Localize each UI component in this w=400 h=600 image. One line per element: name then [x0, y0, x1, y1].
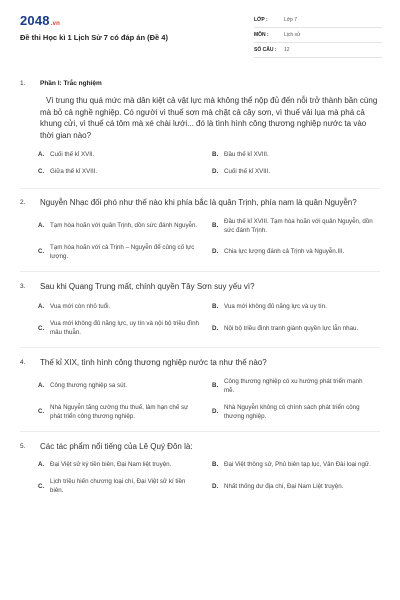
option-letter: D. [212, 248, 219, 255]
option-d[interactable] [212, 163, 383, 180]
option-b[interactable] [212, 298, 383, 315]
option-text: Vua mới không đủ năng lực và uy tín. [224, 303, 327, 310]
question-text: Các tác phẩm nổi tiếng của Lê Quý Đôn là: [40, 441, 193, 451]
option-letter: B. [212, 151, 219, 158]
option-c[interactable] [38, 473, 212, 499]
option-letter: D. [212, 482, 219, 490]
option-letter: D. [212, 408, 219, 415]
option-letter: A. [38, 303, 45, 310]
question-text: Thế kỉ XIX, tình hình công thương nghiệp nước ta như thế nào? [40, 358, 267, 367]
option-text: Đầu thế kỉ XVIII. [224, 151, 269, 158]
divider [20, 188, 380, 189]
option-letter: C. [38, 168, 45, 175]
option-d[interactable] [212, 315, 383, 341]
option-c[interactable] [38, 315, 212, 341]
question-4 [0, 357, 400, 425]
meta-value: Lịch sử [284, 32, 301, 38]
answer-options [38, 213, 383, 265]
option-letter: D. [212, 324, 219, 332]
option-text: Đại Việt sử ký tiền biên, Đại Nam liệt truyện. [50, 461, 172, 468]
answer-options [38, 146, 383, 180]
answer-options [38, 298, 383, 341]
option-a[interactable] [38, 373, 212, 399]
option-text: Lịch triều hiến chương loại chí, Đại Việt sử kí tiền biên. [50, 478, 186, 494]
question-1 [0, 78, 400, 180]
question-text: Nguyễn Nhạc đối phó như thế nào khi phía bắc là quân Trịnh, phía nam là quân Nguyễn? [40, 198, 357, 207]
meta-label: LỚP : [254, 17, 268, 23]
question-list [0, 78, 400, 499]
option-c[interactable] [38, 163, 212, 180]
option-text: Chia lực lượng đánh cả Trịnh và Nguyễn.III. [224, 248, 345, 255]
option-text: Nhất thống dư địa chí, Đại Nam Liệt truyện. [224, 482, 344, 490]
option-letter: A. [38, 461, 45, 468]
option-a[interactable] [38, 213, 212, 239]
option-b[interactable] [212, 373, 383, 399]
divider [20, 347, 380, 348]
option-d[interactable] [212, 473, 383, 499]
question-passage: Vì trung thu quá mức mà dân kiệt cả vật lực mà không thể nộp đủ đến nỗi trở thành bần cùng mà bỏ cả nghề nghiệp. Có người vì thuế sơn mà chặt cả cây sơn, vì thuế vải lụa mà phá cả khung cửi, vì thuế cá tôm mà xé chài lưới... đó là tình hình công thương nghiệp nước ta vào thời gian nào? [40, 96, 378, 140]
question-number: 4. [20, 359, 26, 366]
option-d[interactable] [212, 399, 383, 425]
question-3 [0, 281, 400, 342]
option-text: Công thương nghiệp có xu hướng phát triển mạnh mẽ. [224, 377, 363, 394]
option-text: Cuối thế kỉ XVIII. [224, 168, 271, 175]
option-letter: B. [212, 382, 219, 389]
option-letter: A. [38, 151, 45, 158]
option-c[interactable] [38, 399, 212, 425]
option-letter: B. [212, 303, 219, 310]
option-letter: A. [38, 222, 45, 229]
site-logo[interactable] [20, 13, 60, 28]
meta-value: 12 [284, 47, 290, 53]
question-number: 5. [20, 442, 26, 450]
question-number: 1. [20, 80, 26, 87]
divider [20, 431, 380, 432]
question-2 [0, 197, 400, 265]
question-text: Sau khi Quang Trung mất, chính quyền Tây Sơn suy yếu vì? [40, 281, 255, 291]
option-b[interactable] [212, 146, 383, 163]
option-text: Giữa thế kỉ XVIII. [50, 168, 98, 175]
section-title: Phần I: Trắc nghiệm [40, 80, 102, 87]
question-number: 2. [20, 199, 26, 206]
exam-title: Đề thi Học kì 1 Lịch Sử 7 có đáp án (Đề 4) [20, 33, 168, 42]
answer-options [38, 373, 383, 425]
logo-text: 2048 [20, 13, 50, 28]
option-text: Đại Việt thông sử, Phủ biên tạp lục, Vân Đài loại ngữ. [224, 461, 371, 468]
header [0, 0, 400, 62]
option-letter: C. [38, 324, 45, 332]
option-text: Cuối thế kỉ XVII. [50, 151, 95, 158]
option-text: Tạm hòa hoãn với cả Trịnh – Nguyễn để củng cố lực lượng. [50, 243, 195, 260]
option-text: Đầu thế kỉ XVIII. Tạm hòa hoãn với quân Nguyễn, dồn sức đánh Trịnh. [224, 217, 373, 234]
meta-label: SỐ CÂU : [254, 47, 277, 53]
option-b[interactable] [212, 456, 383, 473]
option-letter: B. [212, 222, 219, 229]
option-letter: C. [38, 482, 45, 490]
option-letter: B. [212, 461, 219, 468]
question-number: 3. [20, 282, 26, 290]
question-5 [0, 441, 400, 500]
option-text: Vua mới không đủ năng lực, uy tín và nội bộ triều đình mâu thuẫn. [50, 320, 199, 336]
option-letter: C. [38, 408, 45, 415]
meta-row-count [254, 43, 382, 58]
meta-row-class [254, 13, 382, 28]
option-a[interactable] [38, 146, 212, 163]
option-text: Nội bộ triều đình tranh giành quyền lực lẫn nhau. [224, 324, 359, 332]
option-c[interactable] [38, 239, 212, 265]
option-letter: A. [38, 382, 45, 389]
answer-options [38, 456, 383, 499]
option-text: Nhà Nguyễn không có chính sách phát triển công thương nghiệp. [224, 403, 360, 420]
option-a[interactable] [38, 456, 212, 473]
meta-value: Lớp 7 [284, 17, 298, 23]
meta-row-subject [254, 28, 382, 43]
meta-label: MÔN : [254, 32, 269, 38]
exam-meta [254, 13, 382, 58]
option-letter: D. [212, 168, 219, 175]
logo-suffix: .vn [50, 21, 61, 27]
option-a[interactable] [38, 298, 212, 315]
option-letter: C. [38, 248, 45, 255]
option-text: Vua mới còn nhỏ tuổi. [50, 303, 111, 310]
option-b[interactable] [212, 213, 383, 239]
option-text: Nhà Nguyễn tăng cường thu thuế, làm hạn chế sự phát triển công thương nghiệp. [50, 403, 189, 420]
option-text: Công thương nghiệp sa sút. [50, 382, 127, 389]
divider [20, 271, 380, 272]
option-d[interactable] [212, 239, 383, 265]
option-text: Tạm hòa hoãn với quân Trịnh, dồn sức đánh Nguyễn. [50, 222, 198, 229]
